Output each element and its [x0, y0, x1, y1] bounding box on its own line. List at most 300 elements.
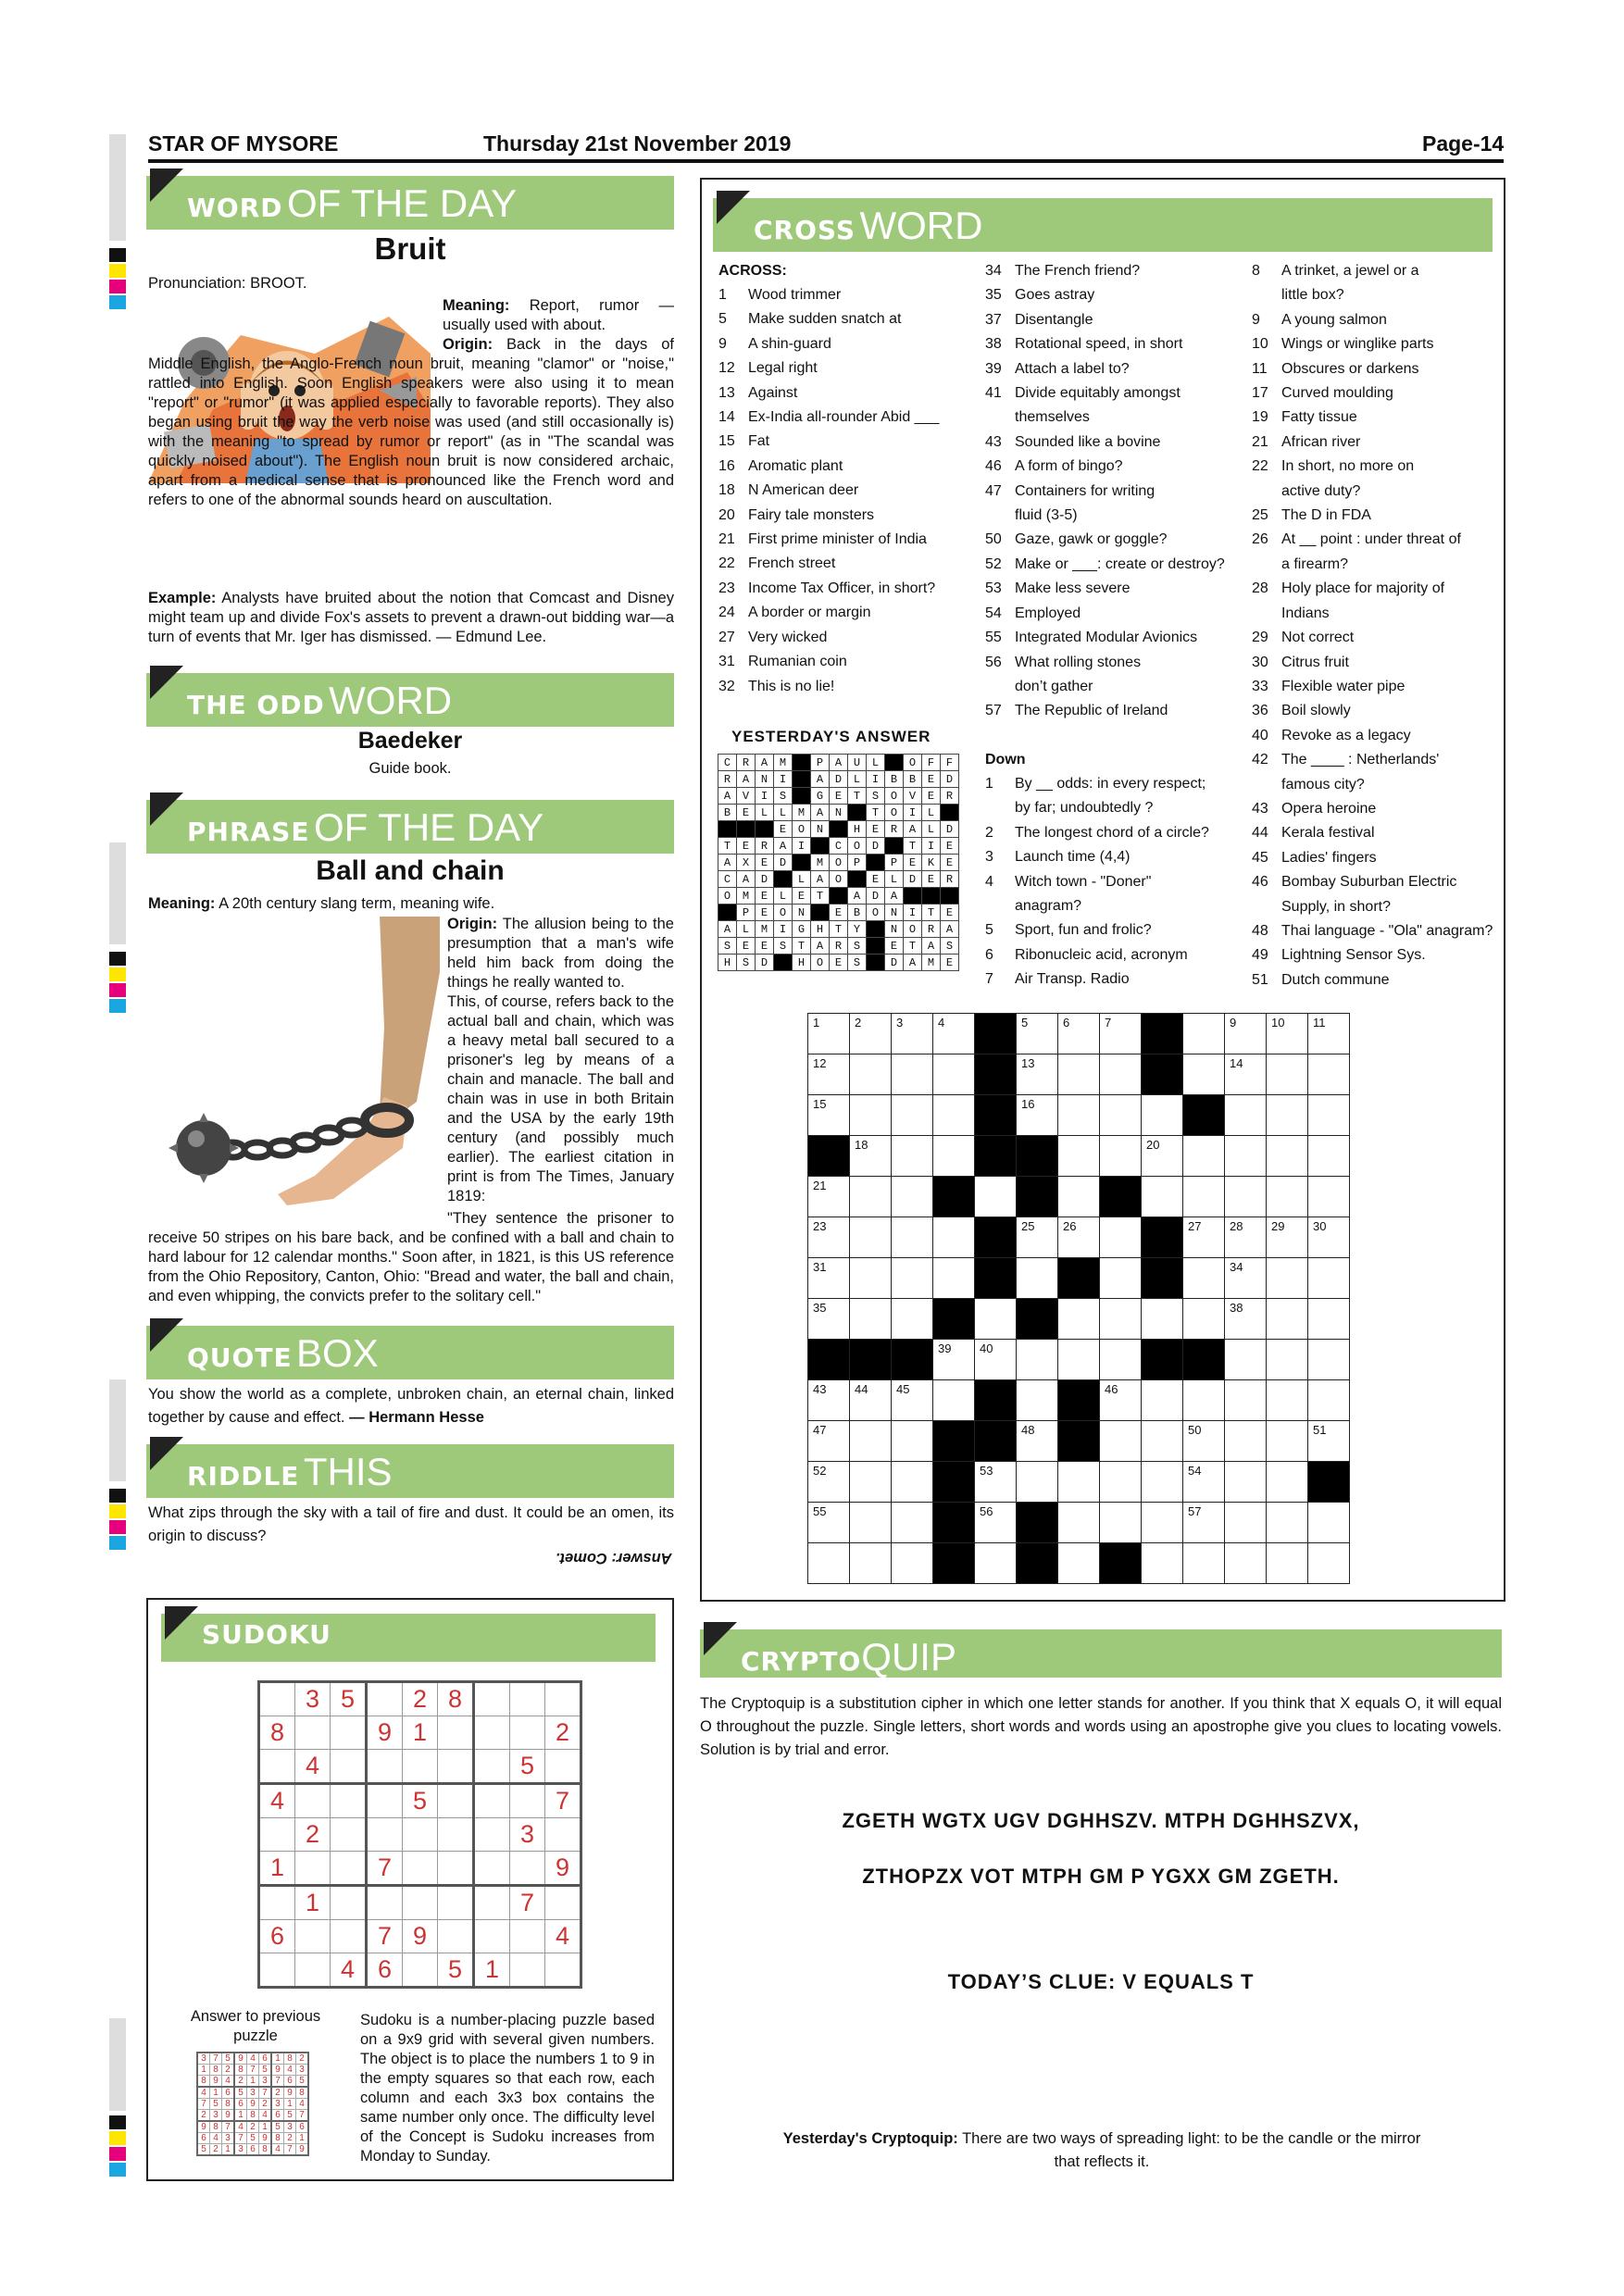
- crossword-cell[interactable]: [933, 1095, 975, 1136]
- crossword-cell[interactable]: [1017, 1095, 1058, 1136]
- crossword-cell[interactable]: [850, 1177, 892, 1217]
- crossword-cell[interactable]: [1017, 1258, 1058, 1299]
- sudoku-cell[interactable]: [403, 1886, 438, 1920]
- crossword-cell[interactable]: [1225, 1380, 1267, 1421]
- crossword-cell[interactable]: [892, 1462, 933, 1503]
- clue-text: Dutch commune: [1281, 971, 1390, 988]
- crossword-cell[interactable]: [1308, 1258, 1350, 1299]
- crossword-cell[interactable]: [1308, 1299, 1350, 1340]
- crossword-cell[interactable]: [808, 1054, 850, 1095]
- crossword-cell[interactable]: [1183, 1543, 1225, 1584]
- crossword-cell[interactable]: [1058, 1054, 1100, 1095]
- crossword-cell[interactable]: [1225, 1258, 1267, 1299]
- sudoku-cell[interactable]: [259, 1750, 295, 1784]
- clue-text: Citrus fruit: [1281, 654, 1349, 670]
- answer-cell: E: [922, 771, 941, 788]
- crossword-cell[interactable]: [1100, 1503, 1142, 1543]
- crossword-cell: [1142, 1014, 1183, 1054]
- previous-answer-cell: 4: [259, 2110, 272, 2122]
- crossword-cell[interactable]: [1308, 1340, 1350, 1380]
- crossword-cell[interactable]: [1017, 1421, 1058, 1462]
- cell-number: 39: [938, 1341, 952, 1355]
- crossword-cell[interactable]: [850, 1217, 892, 1258]
- crossword-cell[interactable]: [808, 1380, 850, 1421]
- clue-text: Opera heroine: [1281, 800, 1377, 817]
- crossword-cell[interactable]: [1267, 1543, 1308, 1584]
- previous-answer-cell: 9: [284, 2087, 296, 2099]
- crossword-cell[interactable]: [975, 1299, 1017, 1340]
- crossword-cell: [1142, 1258, 1183, 1299]
- sudoku-cell: 7: [545, 1784, 581, 1818]
- clue-number: 46: [985, 458, 1002, 475]
- crossword-cell[interactable]: [1017, 1380, 1058, 1421]
- crossword-cell[interactable]: [1225, 1340, 1267, 1380]
- crossword-cell[interactable]: [1225, 1014, 1267, 1054]
- crossword-cell[interactable]: [808, 1177, 850, 1217]
- crossword-cell[interactable]: [1183, 1380, 1225, 1421]
- crossword-cell[interactable]: [1058, 1462, 1100, 1503]
- answer-cell: N: [885, 905, 904, 921]
- crossword-cell[interactable]: [1267, 1421, 1308, 1462]
- answer-cell: S: [848, 938, 867, 955]
- crossword-cell[interactable]: [892, 1503, 933, 1543]
- sudoku-cell[interactable]: [474, 1784, 510, 1818]
- crossword-cell[interactable]: [975, 1340, 1017, 1380]
- crossword-cell[interactable]: [892, 1258, 933, 1299]
- crossword-cell[interactable]: [1225, 1095, 1267, 1136]
- clue-line: [1252, 480, 1502, 504]
- crossword-cell[interactable]: [933, 1340, 975, 1380]
- clue-line: [985, 602, 1244, 626]
- clue-text: Against: [748, 384, 798, 401]
- sudoku-cell[interactable]: [331, 1852, 367, 1886]
- previous-answer-cell: 1: [271, 2053, 284, 2065]
- clue-text: Fat: [748, 433, 770, 450]
- crossword-cell[interactable]: [850, 1014, 892, 1054]
- crossword-cell[interactable]: [1183, 1299, 1225, 1340]
- crossword-cell[interactable]: [1183, 1503, 1225, 1543]
- crossword-cell[interactable]: [1058, 1014, 1100, 1054]
- crossword-cell[interactable]: [850, 1380, 892, 1421]
- previous-answer-cell: 6: [247, 2144, 259, 2156]
- previous-answer-cell: 1: [284, 2099, 296, 2110]
- crossword-cell[interactable]: [1267, 1217, 1308, 1258]
- crossword-cell[interactable]: [1017, 1217, 1058, 1258]
- previous-answer-cell: 4: [197, 2087, 210, 2099]
- sudoku-cell[interactable]: [510, 1852, 545, 1886]
- cell-number: 26: [1063, 1219, 1077, 1233]
- previous-answer-cell: 2: [296, 2053, 309, 2065]
- sudoku-cell[interactable]: [295, 1920, 331, 1953]
- sudoku-cell[interactable]: [403, 1750, 438, 1784]
- answer-cell: O: [811, 955, 830, 971]
- crossword-cell[interactable]: [808, 1421, 850, 1462]
- sudoku-cell[interactable]: [403, 1852, 438, 1886]
- crossword-cell[interactable]: [892, 1421, 933, 1462]
- crossword-cell[interactable]: [1308, 1503, 1350, 1543]
- crossword-cell[interactable]: [1100, 1299, 1142, 1340]
- answer-cell: L: [922, 821, 941, 838]
- clue-text: Wood trimmer: [748, 287, 842, 303]
- crossword-cell[interactable]: [1267, 1014, 1308, 1054]
- answer-cell: A: [941, 921, 959, 938]
- sudoku-cell[interactable]: [510, 1682, 545, 1716]
- clue-text: A form of bingo?: [1015, 458, 1123, 475]
- registration-mark: [109, 264, 126, 278]
- sudoku-cell[interactable]: [438, 1818, 474, 1852]
- issue-date: Thursday 21st November 2019: [483, 131, 792, 156]
- sudoku-cell[interactable]: [331, 1920, 367, 1953]
- cell-number: 29: [1271, 1219, 1285, 1233]
- answer-cell: A: [904, 821, 922, 838]
- sudoku-cell[interactable]: [331, 1784, 367, 1818]
- sudoku-cell[interactable]: [367, 1784, 403, 1818]
- crossword-cell[interactable]: [1183, 1136, 1225, 1177]
- sudoku-cell[interactable]: [295, 1953, 331, 1988]
- sudoku-cell[interactable]: [331, 1886, 367, 1920]
- crossword-cell[interactable]: [1267, 1095, 1308, 1136]
- sudoku-cell[interactable]: [474, 1750, 510, 1784]
- clue-line: [718, 675, 968, 699]
- crossword-cell[interactable]: [850, 1054, 892, 1095]
- crossword-cell[interactable]: [1142, 1462, 1183, 1503]
- crossword-cell[interactable]: [850, 1543, 892, 1584]
- crossword-cell[interactable]: [1100, 1054, 1142, 1095]
- crossword-cell[interactable]: [1017, 1462, 1058, 1503]
- quote-text: You show the world as a complete, unbroken chain, an eternal chain, linked together by cause and effect. — Hermann Hesse: [148, 1386, 674, 1426]
- crossword-cell[interactable]: [808, 1258, 850, 1299]
- yesterday-answer-label: YESTERDAY'S ANSWER: [731, 728, 931, 745]
- crossword-cell[interactable]: [1100, 1462, 1142, 1503]
- crossword-cell[interactable]: [1225, 1299, 1267, 1340]
- clue-number: 21: [718, 531, 735, 548]
- crossword-cell[interactable]: [1100, 1136, 1142, 1177]
- crossword-cell[interactable]: [850, 1136, 892, 1177]
- sudoku-cell[interactable]: [259, 1818, 295, 1852]
- clue-number: 33: [1252, 678, 1268, 694]
- clue-number: 36: [1252, 703, 1268, 719]
- crossword-cell[interactable]: [1308, 1014, 1350, 1054]
- crossword-cell[interactable]: [850, 1462, 892, 1503]
- clue-number: 3: [985, 849, 993, 866]
- sudoku-cell[interactable]: [259, 1682, 295, 1716]
- crossword-cell[interactable]: [892, 1299, 933, 1340]
- sudoku-cell[interactable]: [474, 1818, 510, 1852]
- crossword-cell[interactable]: [808, 1014, 850, 1054]
- clue-line: [1252, 968, 1502, 992]
- sudoku-cell[interactable]: [474, 1920, 510, 1953]
- crossword-cell[interactable]: [975, 1177, 1017, 1217]
- crossword-cell[interactable]: [808, 1217, 850, 1258]
- crossword-cell[interactable]: [1142, 1503, 1183, 1543]
- crossword-cell[interactable]: [1267, 1136, 1308, 1177]
- crossword-cell[interactable]: [1267, 1462, 1308, 1503]
- sudoku-cell[interactable]: [438, 1886, 474, 1920]
- crossword-cell[interactable]: [1183, 1258, 1225, 1299]
- sudoku-cell[interactable]: [331, 1716, 367, 1750]
- crossword-cell[interactable]: [1058, 1136, 1100, 1177]
- previous-answer-cell: 9: [210, 2076, 222, 2088]
- clue-number: 18: [718, 482, 735, 499]
- answer-cell: [756, 821, 774, 838]
- crossword-cell[interactable]: [1100, 1380, 1142, 1421]
- sudoku-cell[interactable]: [510, 1953, 545, 1988]
- crossword-cell[interactable]: [808, 1543, 850, 1584]
- answer-cell: N: [830, 805, 848, 821]
- sudoku-cell[interactable]: [474, 1852, 510, 1886]
- sudoku-cell[interactable]: [438, 1750, 474, 1784]
- crossword-cell[interactable]: [1225, 1462, 1267, 1503]
- sudoku-cell[interactable]: [403, 1953, 438, 1988]
- sudoku-cell[interactable]: [438, 1784, 474, 1818]
- sudoku-cell: 2: [403, 1682, 438, 1716]
- clue-text: A border or margin: [748, 605, 871, 621]
- crossword-cell[interactable]: [1100, 1217, 1142, 1258]
- crossword-cell[interactable]: [1183, 1462, 1225, 1503]
- crossword-cell[interactable]: [1183, 1014, 1225, 1054]
- crossword-cell[interactable]: [892, 1095, 933, 1136]
- clue-line: [1252, 626, 1502, 650]
- sudoku-cell[interactable]: [438, 1852, 474, 1886]
- sudoku-cell[interactable]: [545, 1682, 581, 1716]
- answer-cell: I: [904, 905, 922, 921]
- clue-text: By __ odds: in every respect;: [1015, 776, 1206, 792]
- sudoku-cell[interactable]: [331, 1750, 367, 1784]
- crossword-cell[interactable]: [1183, 1177, 1225, 1217]
- crossword-cell[interactable]: [1142, 1380, 1183, 1421]
- clue-line: [985, 651, 1244, 675]
- crossword-cell[interactable]: [1308, 1543, 1350, 1584]
- crossword-cell[interactable]: [892, 1543, 933, 1584]
- crossword-cell[interactable]: [1308, 1136, 1350, 1177]
- crossword-cell[interactable]: [933, 1217, 975, 1258]
- crossword-cell[interactable]: [1058, 1340, 1100, 1380]
- crossword-cell[interactable]: [1142, 1421, 1183, 1462]
- crossword-cell[interactable]: [1225, 1217, 1267, 1258]
- crossword-cell[interactable]: [933, 1054, 975, 1095]
- clue-number: 27: [718, 629, 735, 645]
- clue-number: 5: [985, 922, 993, 939]
- crossword-cell[interactable]: [1100, 1258, 1142, 1299]
- crossword-cell[interactable]: [1308, 1095, 1350, 1136]
- crossword-cell[interactable]: [1267, 1340, 1308, 1380]
- sudoku-cell[interactable]: [438, 1920, 474, 1953]
- crossword-cell[interactable]: [1142, 1177, 1183, 1217]
- clue-number: 39: [985, 360, 1002, 377]
- crossword-cell[interactable]: [1058, 1503, 1100, 1543]
- sudoku-cell[interactable]: [367, 1818, 403, 1852]
- answer-cell: M: [793, 805, 811, 821]
- cell-number: 54: [1188, 1464, 1202, 1478]
- sudoku-cell[interactable]: [510, 1920, 545, 1953]
- clue-line: [985, 699, 1244, 723]
- crossword-cell[interactable]: [1142, 1136, 1183, 1177]
- crossword-cell[interactable]: [1100, 1421, 1142, 1462]
- crossword-cell[interactable]: [1225, 1054, 1267, 1095]
- cell-number: 28: [1230, 1219, 1243, 1233]
- sudoku-cell[interactable]: [545, 1818, 581, 1852]
- previous-answer-cell: 1: [210, 2087, 222, 2099]
- clue-text: Make or ___: create or destroy?: [1015, 555, 1225, 572]
- crossword-cell[interactable]: [975, 1503, 1017, 1543]
- sudoku-cell[interactable]: [545, 1886, 581, 1920]
- sudoku-cell[interactable]: [295, 1784, 331, 1818]
- sudoku-cell[interactable]: [474, 1716, 510, 1750]
- clue-number: 52: [985, 555, 1002, 572]
- crossword-cell[interactable]: [1017, 1340, 1058, 1380]
- crossword-cell[interactable]: [1267, 1258, 1308, 1299]
- clue-text: The ____ : Netherlands': [1281, 752, 1440, 768]
- sudoku-cell[interactable]: [545, 1750, 581, 1784]
- sudoku-cell[interactable]: [367, 1886, 403, 1920]
- crossword-cell[interactable]: [1225, 1136, 1267, 1177]
- crossword-cell[interactable]: [1100, 1014, 1142, 1054]
- sudoku-cell[interactable]: [510, 1716, 545, 1750]
- sudoku-cell: 4: [295, 1750, 331, 1784]
- crossword-cell[interactable]: [1183, 1217, 1225, 1258]
- word-of-day-pronunciation: Pronunciation: BROOT.: [148, 275, 307, 292]
- sudoku-cell[interactable]: [438, 1716, 474, 1750]
- sudoku-cell[interactable]: [474, 1886, 510, 1920]
- clue-line: [1252, 504, 1502, 528]
- crossword-cell[interactable]: [808, 1299, 850, 1340]
- crossword-cell[interactable]: [850, 1095, 892, 1136]
- cell-number: 1: [813, 1016, 820, 1029]
- crossword-cell[interactable]: [975, 1462, 1017, 1503]
- crossword-cell[interactable]: [933, 1136, 975, 1177]
- answer-cell: [848, 871, 867, 888]
- sudoku-cell[interactable]: [259, 1953, 295, 1988]
- clue-text: fluid (3-5): [1015, 507, 1078, 524]
- answer-cell: X: [737, 855, 756, 871]
- previous-answer-cell: 1: [234, 2110, 247, 2122]
- cell-number: 6: [1063, 1016, 1070, 1029]
- clue-number: 10: [1252, 336, 1268, 353]
- crossword-cell[interactable]: [975, 1543, 1017, 1584]
- crossword-cell[interactable]: [1142, 1095, 1183, 1136]
- crossword-cell[interactable]: [1142, 1299, 1183, 1340]
- crossword-cell[interactable]: [892, 1054, 933, 1095]
- crossword-cell[interactable]: [1058, 1543, 1100, 1584]
- crossword-cell[interactable]: [1017, 1014, 1058, 1054]
- crossword-cell[interactable]: [892, 1217, 933, 1258]
- crossword-cell[interactable]: [1100, 1095, 1142, 1136]
- previous-answer-cell: 2: [259, 2099, 272, 2110]
- crossword-cell[interactable]: [1308, 1217, 1350, 1258]
- answer-cell: C: [830, 838, 848, 855]
- clue-number: 30: [1252, 654, 1268, 670]
- crossword-cell[interactable]: [1225, 1421, 1267, 1462]
- sudoku-cell[interactable]: [510, 1784, 545, 1818]
- crossword-cell[interactable]: [1058, 1299, 1100, 1340]
- crossword-cell[interactable]: [1308, 1177, 1350, 1217]
- crossword-cell[interactable]: [1267, 1380, 1308, 1421]
- crossword-cell[interactable]: [808, 1462, 850, 1503]
- crossword-cell[interactable]: [892, 1136, 933, 1177]
- cell-number: 30: [1313, 1219, 1327, 1233]
- answer-cell: E: [830, 905, 848, 921]
- sudoku-cell[interactable]: [474, 1682, 510, 1716]
- answer-cell: R: [941, 871, 959, 888]
- crossword-cell[interactable]: [1267, 1299, 1308, 1340]
- crossword-cell[interactable]: [933, 1380, 975, 1421]
- previous-answer-cell: 3: [271, 2099, 284, 2110]
- previous-answer-cell: 6: [271, 2110, 284, 2122]
- clue-line: [718, 356, 968, 381]
- sudoku-cell[interactable]: [403, 1818, 438, 1852]
- clue-line: [718, 479, 968, 503]
- crossword-cell[interactable]: [1308, 1421, 1350, 1462]
- yesterday-cryptoquip: Yesterday's Cryptoquip: There are two ways of spreading light: to be the candle or the mirror that reflects it.: [782, 2130, 1421, 2170]
- crossword-cell[interactable]: [933, 1014, 975, 1054]
- clue-text: Ribonucleic acid, acronym: [1015, 946, 1188, 963]
- sudoku-cell[interactable]: [331, 1818, 367, 1852]
- previous-answer-cell: 2: [247, 2121, 259, 2133]
- crossword-cell[interactable]: [892, 1177, 933, 1217]
- crossword-cell[interactable]: [1058, 1095, 1100, 1136]
- crossword-cell[interactable]: [1183, 1054, 1225, 1095]
- crossword-cell[interactable]: [808, 1095, 850, 1136]
- clue-text: Witch town - "Doner": [1015, 873, 1152, 890]
- previous-answer-cell: 2: [197, 2110, 210, 2122]
- crossword-cell[interactable]: [850, 1299, 892, 1340]
- crossword-cell[interactable]: [850, 1421, 892, 1462]
- answer-cell: E: [756, 888, 774, 905]
- crossword-cell[interactable]: [1267, 1054, 1308, 1095]
- crossword-cell[interactable]: [1183, 1421, 1225, 1462]
- crossword-cell[interactable]: [1017, 1054, 1058, 1095]
- crossword-cell[interactable]: [892, 1380, 933, 1421]
- answer-cell: D: [756, 955, 774, 971]
- sudoku-cell: 6: [367, 1953, 403, 1988]
- crossword-cell[interactable]: [1267, 1503, 1308, 1543]
- answer-cell: E: [756, 855, 774, 871]
- previous-answer-cell: 1: [197, 2065, 210, 2076]
- sudoku-cell: 2: [545, 1716, 581, 1750]
- crossword-cell[interactable]: [1267, 1177, 1308, 1217]
- crossword-cell[interactable]: [1308, 1380, 1350, 1421]
- crossword-cell[interactable]: [892, 1014, 933, 1054]
- crossword-cell[interactable]: [1142, 1543, 1183, 1584]
- clue-line: [718, 332, 968, 356]
- crossword-cell[interactable]: [1225, 1543, 1267, 1584]
- sudoku-cell[interactable]: [545, 1953, 581, 1988]
- crossword-cell[interactable]: [808, 1503, 850, 1543]
- previous-answer-cell: 6: [259, 2053, 272, 2065]
- clue-line: [985, 357, 1244, 381]
- crossword-cell[interactable]: [850, 1258, 892, 1299]
- clue-line: [985, 332, 1244, 356]
- crossword-cell[interactable]: [850, 1503, 892, 1543]
- answer-cell: Y: [848, 921, 867, 938]
- cell-number: 5: [1021, 1016, 1029, 1029]
- crossword-cell[interactable]: [1225, 1503, 1267, 1543]
- crossword-cell[interactable]: [1058, 1217, 1100, 1258]
- answer-cell: [774, 955, 793, 971]
- crossword-cell[interactable]: [1058, 1177, 1100, 1217]
- answer-cell: O: [885, 788, 904, 805]
- sudoku-cell[interactable]: [295, 1716, 331, 1750]
- sudoku-cell[interactable]: [295, 1852, 331, 1886]
- crossword-cell[interactable]: [1100, 1340, 1142, 1380]
- sudoku-cell[interactable]: [367, 1750, 403, 1784]
- crossword-cell[interactable]: [933, 1258, 975, 1299]
- crossword-cell[interactable]: [1225, 1177, 1267, 1217]
- word-of-day-banner: WORD OF THE DAY: [146, 176, 674, 230]
- sudoku-cell[interactable]: [367, 1682, 403, 1716]
- crossword-cell[interactable]: [1308, 1054, 1350, 1095]
- sudoku-cell[interactable]: [259, 1886, 295, 1920]
